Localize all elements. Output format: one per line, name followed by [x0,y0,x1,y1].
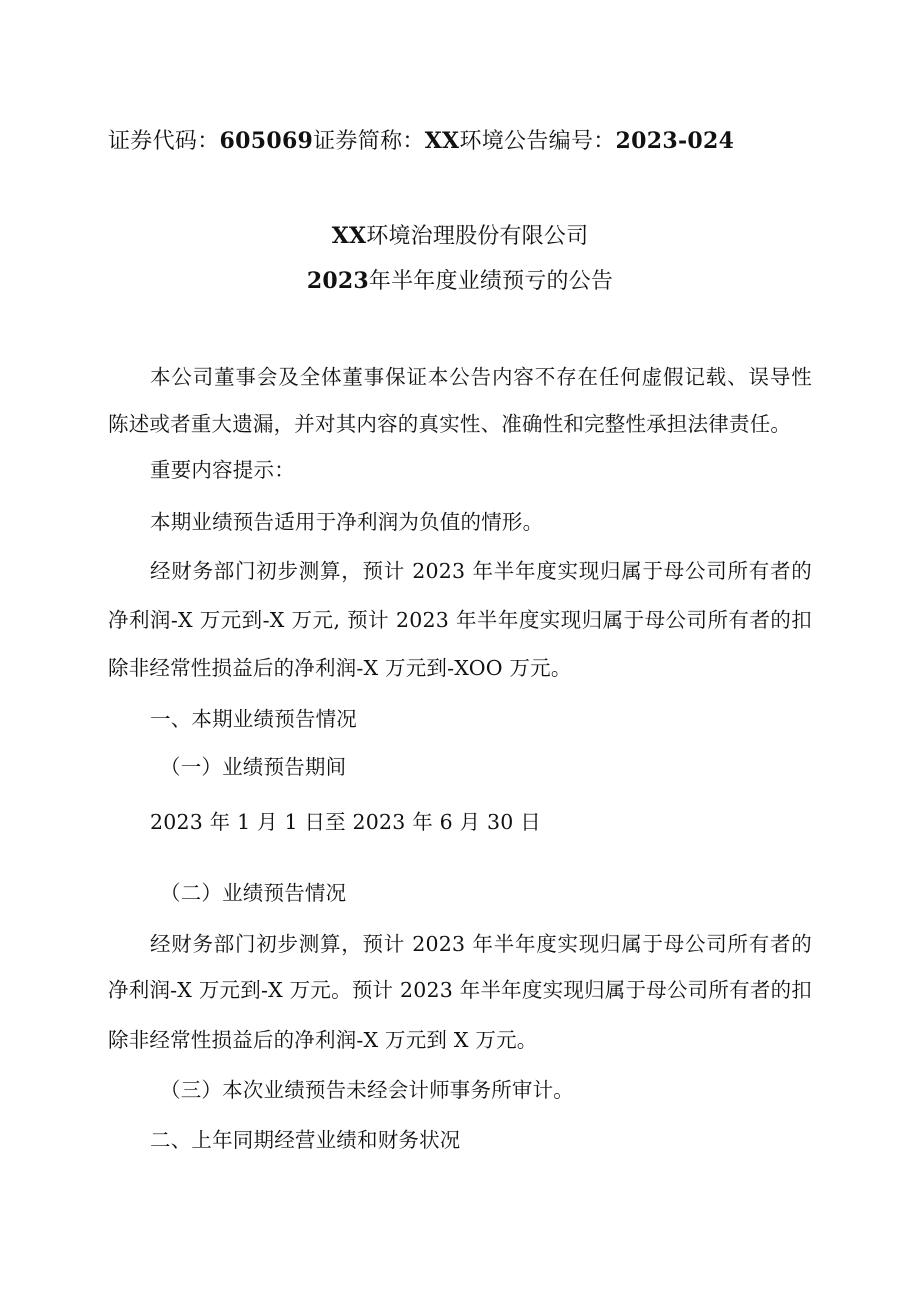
tip-item-2-line-2: 净利润-X 万元到-X 万元, 预计 2023 年半年度实现归属于母公司所有者的扣 [108,608,812,632]
statement-line-2: 陈述或者重大遗漏，并对其内容的真实性、准确性和完整性承担法律责任。 [108,412,792,436]
forecast-line-3: 除非经常性损益后的净利润-X 万元到 X 万元。 [108,1028,538,1052]
section-1-sub-3: （三）本次业绩预告未经会计师事务所审计。 [160,1078,574,1102]
announcement-title [0,267,920,296]
statement-line-1: 本公司董事会及全体董事保证本公告内容不存在任何虚假记载、误导性 [150,365,812,389]
section-1-sub-2-heading: （二）业绩预告情况 [160,881,347,905]
company-prefix: XX [331,223,367,249]
tip-item-2-line-1: 经财务部门初步测算，预计 2023 年半年度实现归属于母公司所有者的 [150,559,812,583]
stock-abbr: XX [424,128,460,154]
forecast-period: 2023 年 1 月 1 日至 2023 年 6 月 30 日 [150,810,541,834]
notice-number-label: 环境公告编号： [459,129,616,154]
tips-heading: 重要内容提示： [150,458,295,482]
stock-abbr-label: 证券简称： [313,129,425,154]
section-2-heading: 二、上年同期经营业绩和财务状况 [150,1128,461,1152]
notice-number: 2023-024 [615,128,735,154]
tip-item-2-line-3: 除非经常性损益后的净利润-X 万元到-XOO 万元。 [108,656,572,680]
announcement-year: 2023 [306,268,369,294]
stock-code: 605069 [219,128,314,154]
securities-header [108,127,734,156]
forecast-line-1: 经财务部门初步测算，预计 2023 年半年度实现归属于母公司所有者的 [150,932,812,956]
announcement-subject: 年半年度业绩预亏的公告 [368,269,614,294]
company-title [0,222,920,251]
section-1-heading: 一、本期业绩预告情况 [150,707,357,731]
tip-item-1: 本期业绩预告适用于净利润为负值的情形。 [150,510,544,534]
section-1-sub-1-heading: （一）业绩预告期间 [160,755,347,779]
company-name: 环境治理股份有限公司 [366,224,589,249]
stock-code-label: 证券代码： [108,129,220,154]
forecast-line-2: 净利润-X 万元到-X 万元。预计 2023 年半年度实现归属于母公司所有者的扣 [108,978,812,1002]
